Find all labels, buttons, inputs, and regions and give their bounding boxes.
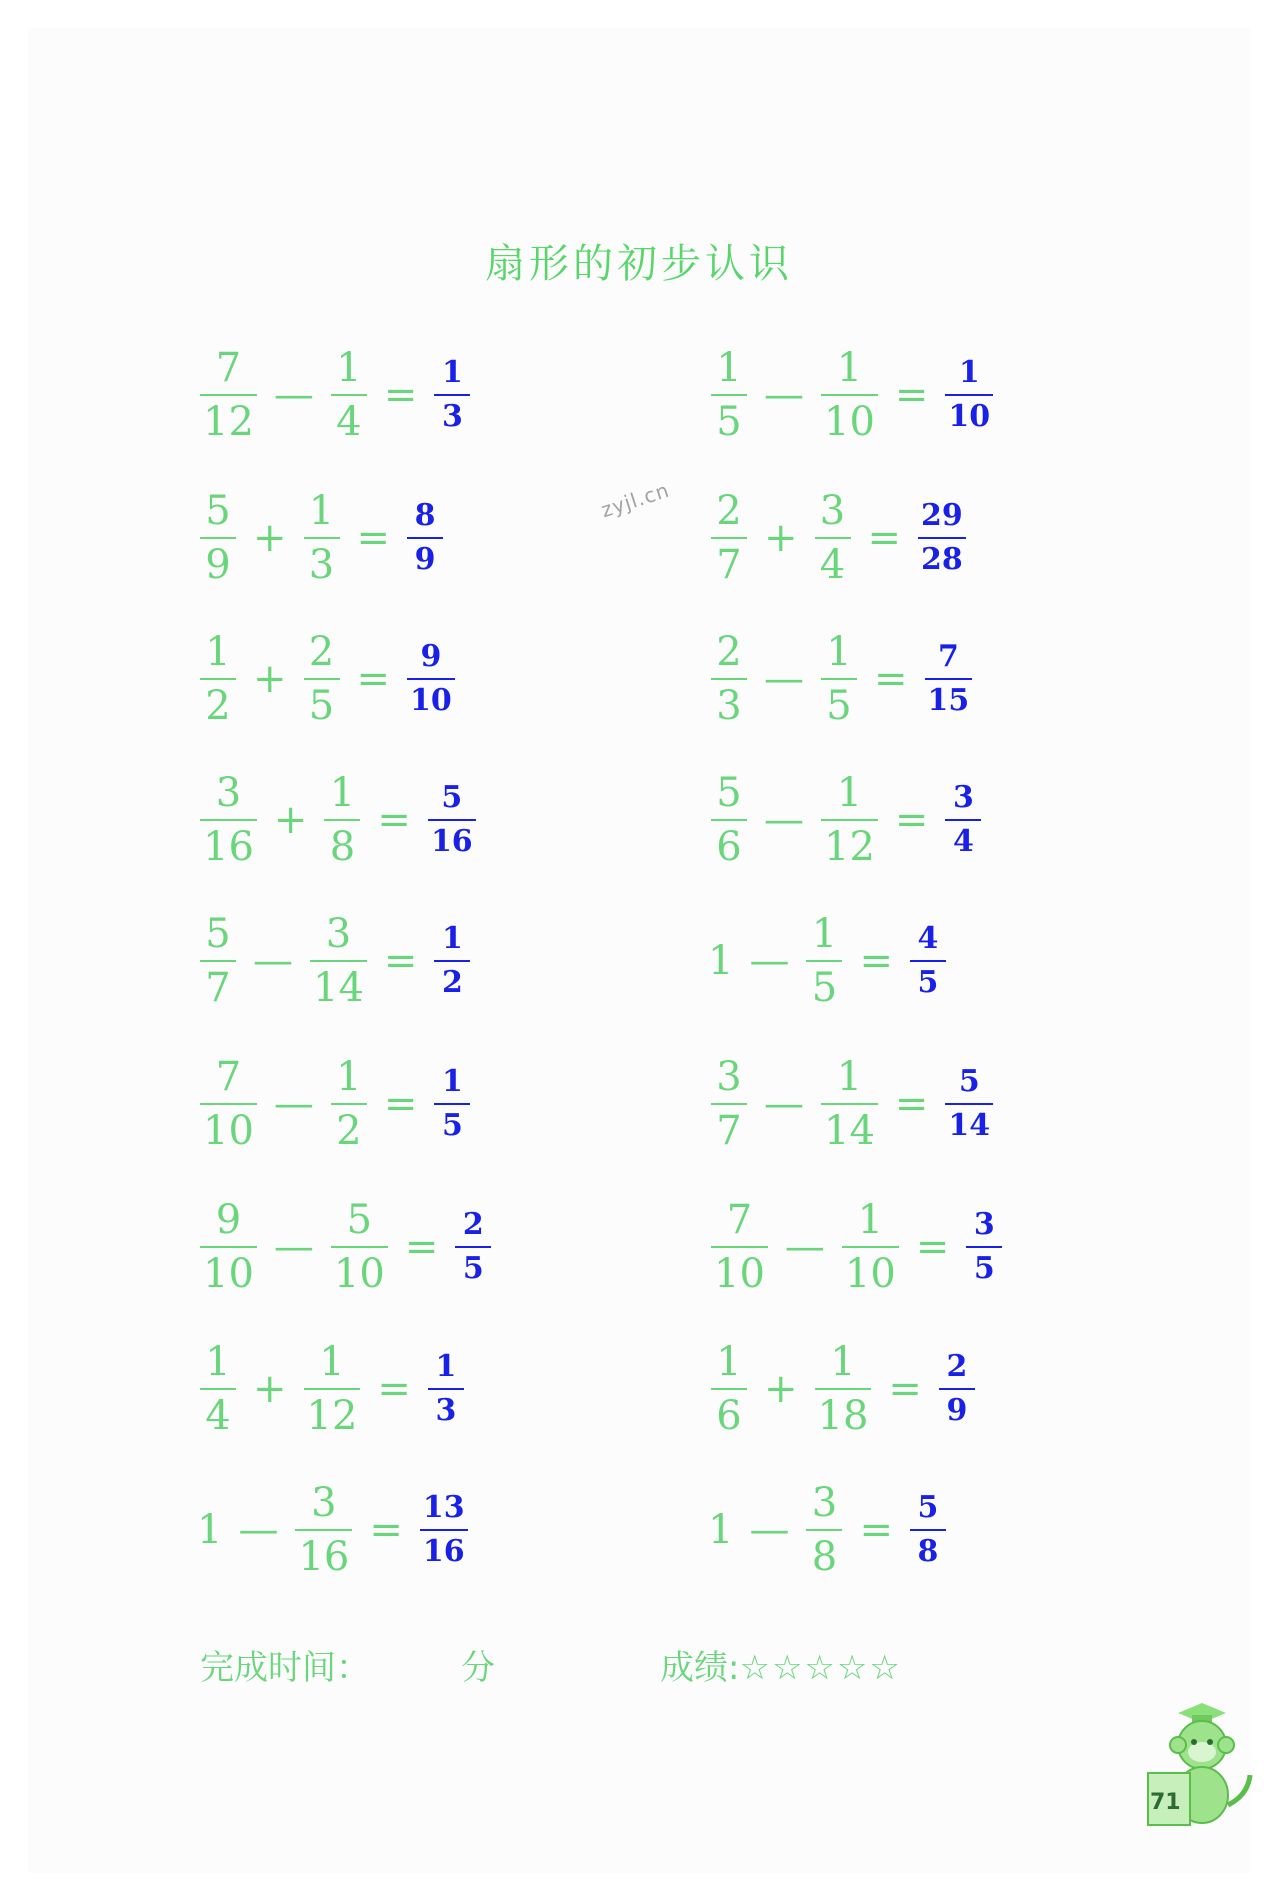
equation xyxy=(708,765,984,875)
page-title: 扇形的初步认识 xyxy=(485,241,793,287)
fraction xyxy=(708,488,750,588)
fraction xyxy=(818,345,881,445)
fraction xyxy=(708,1197,771,1297)
answer-numerator: 5 xyxy=(917,1490,939,1525)
answer-fraction xyxy=(404,498,446,577)
operator: + xyxy=(273,797,308,843)
equation xyxy=(708,624,975,734)
fraction xyxy=(708,345,750,445)
answer-numerator: 13 xyxy=(422,1490,465,1525)
equation xyxy=(197,1049,473,1159)
denominator: 4 xyxy=(200,1388,236,1436)
fraction xyxy=(708,1054,750,1154)
fraction xyxy=(301,629,343,729)
numerator: 1 xyxy=(308,488,335,534)
operator: — xyxy=(273,1224,314,1270)
fraction xyxy=(328,345,370,445)
answer-fraction xyxy=(425,1349,467,1428)
denominator: 7 xyxy=(711,1103,747,1151)
equation xyxy=(708,1049,996,1159)
equation xyxy=(708,483,969,593)
equation xyxy=(197,483,446,593)
denominator: 14 xyxy=(310,960,367,1008)
equals-sign: = xyxy=(383,372,418,418)
answer-denominator: 16 xyxy=(420,1529,468,1567)
numerator: 1 xyxy=(830,1339,856,1385)
denominator: 10 xyxy=(200,1246,257,1294)
denominator: 10 xyxy=(331,1246,388,1294)
denominator: 7 xyxy=(711,537,747,585)
answer-numerator: 1 xyxy=(441,355,463,390)
fraction xyxy=(321,770,363,870)
fraction xyxy=(328,1197,391,1297)
fraction xyxy=(197,488,239,588)
equation xyxy=(197,906,473,1016)
numerator: 1 xyxy=(205,629,231,675)
operator: — xyxy=(764,797,804,843)
numerator: 1 xyxy=(826,629,852,675)
whole-number: 1 xyxy=(197,1507,223,1553)
answer-denominator: 14 xyxy=(945,1103,993,1141)
equation xyxy=(197,1334,467,1444)
operator: — xyxy=(784,1224,825,1270)
answer-numerator: 1 xyxy=(441,921,463,956)
numerator: 1 xyxy=(336,1054,362,1100)
denominator: 12 xyxy=(200,394,257,442)
denominator: 5 xyxy=(304,678,340,726)
answer-fraction xyxy=(431,1064,473,1143)
answer-numerator: 29 xyxy=(921,498,963,533)
numerator: 5 xyxy=(205,911,231,957)
denominator: 16 xyxy=(200,819,257,867)
answer-fraction xyxy=(936,1349,978,1428)
fraction xyxy=(301,1339,364,1439)
numerator: 1 xyxy=(716,345,742,391)
numerator: 5 xyxy=(205,488,231,534)
denominator: 5 xyxy=(821,678,857,726)
operator: — xyxy=(764,372,804,418)
answer-denominator: 9 xyxy=(407,537,443,575)
numerator: 1 xyxy=(329,770,356,816)
fraction xyxy=(818,1054,881,1154)
fraction xyxy=(307,911,370,1011)
numerator: 1 xyxy=(336,345,362,391)
answer-numerator: 1 xyxy=(958,355,980,390)
equals-sign: = xyxy=(377,1366,411,1412)
answer-denominator: 8 xyxy=(910,1529,946,1567)
operator: + xyxy=(253,1366,287,1412)
numerator: 1 xyxy=(205,1339,231,1385)
answer-numerator: 7 xyxy=(937,639,959,674)
answer-denominator: 5 xyxy=(966,1246,1002,1284)
equals-sign: = xyxy=(888,1366,922,1412)
numerator: 7 xyxy=(726,1197,753,1243)
denominator: 8 xyxy=(806,1529,842,1577)
equals-sign: = xyxy=(369,1507,403,1553)
denominator: 2 xyxy=(331,1103,367,1151)
equals-sign: = xyxy=(859,938,893,984)
completion-time xyxy=(200,1640,495,1689)
fraction xyxy=(812,1339,875,1439)
equation xyxy=(197,340,473,450)
numerator: 1 xyxy=(857,1197,884,1243)
denominator: 14 xyxy=(821,1103,878,1151)
whole-number: 1 xyxy=(708,938,734,984)
answer-denominator: 16 xyxy=(428,819,476,857)
operator: + xyxy=(764,515,798,561)
operator: — xyxy=(273,1081,314,1127)
denominator: 4 xyxy=(815,537,851,585)
operator: — xyxy=(238,1507,279,1553)
answer-fraction xyxy=(431,921,473,1000)
denominator: 5 xyxy=(711,394,747,442)
denominator: 10 xyxy=(842,1246,899,1294)
answer-fraction xyxy=(431,355,473,434)
fraction xyxy=(197,1054,260,1154)
fraction xyxy=(708,1339,750,1439)
equals-sign: = xyxy=(894,1081,929,1127)
answer-numerator: 1 xyxy=(441,1064,463,1099)
equation xyxy=(197,1192,494,1302)
equation xyxy=(708,1192,1005,1302)
equals-sign: = xyxy=(915,1224,950,1270)
minute-unit: 分 xyxy=(460,1648,495,1688)
equals-sign: = xyxy=(894,797,929,843)
numerator: 5 xyxy=(716,770,742,816)
fraction xyxy=(803,911,845,1011)
answer-numerator: 3 xyxy=(952,780,974,815)
numerator: 1 xyxy=(836,345,863,391)
answer-numerator: 5 xyxy=(441,780,463,815)
time-label: 完成时间： xyxy=(200,1648,370,1688)
equals-sign: = xyxy=(894,372,929,418)
numerator: 7 xyxy=(215,1054,242,1100)
equals-sign: = xyxy=(859,1507,893,1553)
numerator: 2 xyxy=(716,488,742,534)
whole-number: 1 xyxy=(708,1507,734,1553)
answer-denominator: 2 xyxy=(434,960,470,998)
fraction xyxy=(812,488,854,588)
fraction xyxy=(708,629,750,729)
numerator: 3 xyxy=(811,1480,838,1526)
equation xyxy=(708,1334,978,1444)
operator: + xyxy=(253,656,287,702)
equals-sign: = xyxy=(383,938,418,984)
fraction xyxy=(328,1054,370,1154)
fraction xyxy=(197,629,239,729)
equals-sign: = xyxy=(867,515,902,561)
numerator: 2 xyxy=(716,629,742,675)
operator: — xyxy=(273,372,314,418)
numerator: 5 xyxy=(346,1197,373,1243)
denominator: 6 xyxy=(711,1388,747,1436)
numerator: 3 xyxy=(819,488,846,534)
numerator: 3 xyxy=(215,770,242,816)
answer-fraction xyxy=(907,1490,949,1569)
equation xyxy=(197,624,458,734)
answer-numerator: 2 xyxy=(462,1207,484,1242)
equation xyxy=(708,1475,949,1585)
equation xyxy=(197,765,479,875)
answer-numerator: 3 xyxy=(973,1207,995,1242)
fraction xyxy=(818,629,860,729)
denominator: 4 xyxy=(331,394,367,442)
fraction xyxy=(839,1197,902,1297)
numerator: 1 xyxy=(836,770,863,816)
numerator: 3 xyxy=(325,911,352,957)
star-rating: ☆☆☆☆☆ xyxy=(739,1648,902,1688)
answer-numerator: 9 xyxy=(420,639,442,674)
answer-fraction xyxy=(942,355,996,434)
answer-denominator: 5 xyxy=(434,1103,470,1141)
operator: — xyxy=(253,938,293,984)
fraction xyxy=(301,488,343,588)
fraction xyxy=(197,1197,260,1297)
denominator: 5 xyxy=(806,960,842,1008)
numerator: 2 xyxy=(308,629,335,675)
denominator: 9 xyxy=(200,537,236,585)
numerator: 1 xyxy=(836,1054,863,1100)
denominator: 3 xyxy=(304,537,340,585)
denominator: 10 xyxy=(711,1246,768,1294)
denominator: 2 xyxy=(200,678,236,726)
answer-denominator: 9 xyxy=(939,1388,975,1426)
fraction xyxy=(197,345,260,445)
numerator: 7 xyxy=(215,345,242,391)
equals-sign: = xyxy=(377,797,411,843)
fraction xyxy=(197,1339,239,1439)
operator: — xyxy=(764,1081,804,1127)
fraction xyxy=(197,770,260,870)
answer-denominator: 15 xyxy=(925,678,973,716)
page-number: 71 xyxy=(1150,1790,1181,1815)
answer-numerator: 5 xyxy=(958,1064,980,1099)
answer-fraction xyxy=(922,639,976,718)
equation xyxy=(708,906,949,1016)
operator: + xyxy=(253,515,287,561)
answer-denominator: 5 xyxy=(910,960,946,998)
answer-denominator: 5 xyxy=(455,1246,491,1284)
answer-fraction xyxy=(907,921,949,1000)
answer-fraction xyxy=(942,780,984,859)
answer-numerator: 4 xyxy=(917,921,939,956)
answer-fraction xyxy=(452,1207,494,1286)
denominator: 18 xyxy=(815,1388,872,1436)
answer-fraction xyxy=(942,1064,996,1143)
numerator: 1 xyxy=(716,1339,742,1385)
numerator: 1 xyxy=(319,1339,345,1385)
answer-denominator: 3 xyxy=(434,394,470,432)
answer-fraction xyxy=(404,639,458,718)
denominator: 7 xyxy=(200,960,236,1008)
denominator: 16 xyxy=(295,1529,352,1577)
denominator: 8 xyxy=(324,819,360,867)
fraction xyxy=(818,770,881,870)
denominator: 6 xyxy=(711,819,747,867)
score-label: 成绩: xyxy=(660,1648,740,1688)
answer-numerator: 2 xyxy=(946,1349,968,1384)
fraction xyxy=(708,770,750,870)
equals-sign: = xyxy=(356,656,391,702)
fraction xyxy=(197,911,239,1011)
denominator: 10 xyxy=(200,1103,257,1151)
answer-denominator: 10 xyxy=(945,394,993,432)
denominator: 10 xyxy=(821,394,878,442)
answer-fraction xyxy=(915,498,969,577)
answer-numerator: 8 xyxy=(414,498,436,533)
answer-denominator: 3 xyxy=(428,1388,464,1426)
numerator: 1 xyxy=(811,911,838,957)
answer-denominator: 28 xyxy=(918,537,966,575)
watermark: zyjl.cn xyxy=(598,477,673,523)
answer-denominator: 10 xyxy=(407,678,455,716)
answer-fraction xyxy=(963,1207,1005,1286)
fraction xyxy=(803,1480,845,1580)
answer-fraction xyxy=(425,780,479,859)
numerator: 3 xyxy=(716,1054,742,1100)
equation xyxy=(708,340,996,450)
denominator: 12 xyxy=(821,819,878,867)
answer-numerator: 1 xyxy=(435,1349,457,1384)
answer-fraction xyxy=(417,1490,471,1569)
fraction xyxy=(292,1480,355,1580)
numerator: 3 xyxy=(311,1480,337,1526)
operator: — xyxy=(749,1507,790,1553)
equals-sign: = xyxy=(874,656,908,702)
equation xyxy=(197,1475,471,1585)
denominator: 3 xyxy=(711,678,747,726)
equals-sign: = xyxy=(383,1081,418,1127)
operator: — xyxy=(764,656,804,702)
denominator: 12 xyxy=(304,1388,361,1436)
operator: + xyxy=(764,1366,798,1412)
numerator: 9 xyxy=(215,1197,242,1243)
score xyxy=(660,1640,902,1689)
equals-sign: = xyxy=(356,515,391,561)
operator: — xyxy=(749,938,790,984)
answer-denominator: 4 xyxy=(945,819,981,857)
equals-sign: = xyxy=(404,1224,439,1270)
